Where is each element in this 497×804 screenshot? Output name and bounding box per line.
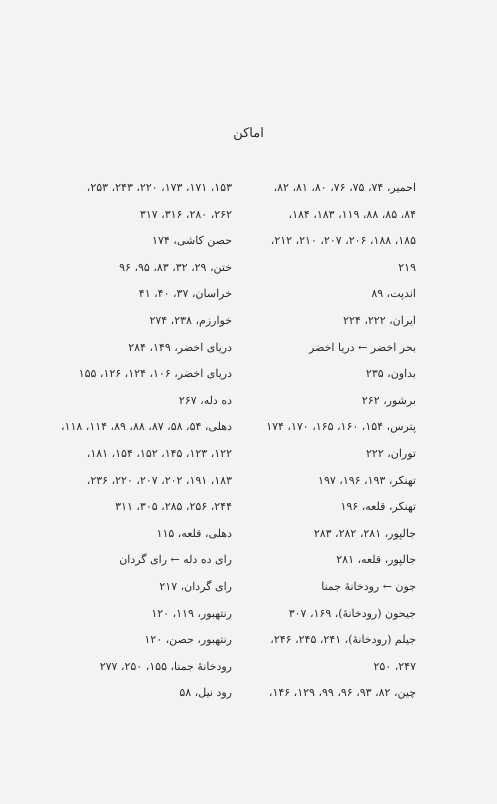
index-entry: دهلی، قلعه، ۱۱۵ [156,526,232,540]
index-entry: جیلم (رودخانهٔ)، ۲۴۱، ۲۴۵، ۲۴۶، [270,633,416,647]
index-entry: ۲۱۹ [398,260,416,274]
index-entry: توران، ۲۲۲ [366,446,416,460]
index-entry: دهلی، ۵۴، ۵۸، ۸۷، ۸۸، ۸۹، ۱۱۴، ۱۱۸، [60,420,232,434]
index-entry: دریای اخضر، ۱۴۹، ۲۸۴ [128,340,232,354]
index-entry: تهنکر، ۱۹۳، ۱۹۶، ۱۹۷ [318,473,416,487]
index-entry: جالپور، قلعه، ۲۸۱ [336,553,416,567]
index-entry: خراسان، ۳۷، ۴۰، ۴۱ [138,287,232,301]
index-entry: ۱۸۳، ۱۹۱، ۲۰۲، ۲۰۷، ۲۲۰، ۲۳۶، [86,473,232,487]
index-entry: ۲۴۷، ۲۵۰ [373,659,416,673]
index-entry: دریای اخضر، ۱۰۶، ۱۲۴، ۱۲۶، ۱۵۵ [78,367,232,381]
page-title: اماكن [233,126,264,141]
index-entry: حصن کاشی، ۱۷۴ [152,234,232,248]
index-entry: ۲۶۲، ۲۸۰، ۳۱۶، ۳۱۷ [139,207,232,221]
index-entry: جون ← رودخانهٔ جمنا [321,579,416,593]
index-entry: خوارزم، ۲۳۸، ۲۷۴ [149,313,232,327]
index-entry: جالپور، ۲۸۱، ۲۸۲، ۲۸۳ [313,526,416,540]
index-entry: ده دله، ۲۶۷ [178,393,232,407]
index-entry: رای گردان، ۲۱۷ [159,579,232,593]
index-entry: احمير، ۷۴، ۷۵، ۷۶، ۸۰، ۸۱، ۸۲، [273,181,416,194]
index-entry: ۲۴۴، ۲۵۶، ۲۸۵، ۳۰۵، ۳۱۱ [115,500,232,514]
index-entry: اندپت، ۸۹ [371,287,416,301]
index-entry: بحر اخضر ← دریا اخضر [309,340,416,354]
index-column-left [61,175,232,707]
index-entry: جیحون (رودخانهٔ)، ۱۶۹، ۳۰۷ [288,606,416,620]
index-entry: ختن، ۲۹، ۳۲، ۸۳، ۹۵، ۹۶ [119,260,232,274]
index-entry: بداون، ۲۳۵ [365,367,416,381]
index-entry: تهنکر، قلعه، ۱۹۶ [340,500,416,514]
index-entry: ۱۵۳، ۱۷۱، ۱۷۳، ۲۲۰، ۲۴۳، ۲۵۳، [86,181,232,194]
index-entry: ۱۲۲، ۱۲۳، ۱۴۵، ۱۵۲، ۱۵۴، ۱۸۱، [86,446,232,460]
index-entry: رنتهبور، ۱۱۹، ۱۲۰ [151,606,232,620]
index-entry: پترس، ۱۵۴، ۱۶۰، ۱۶۵، ۱۷۰، ۱۷۴ [266,420,416,434]
index-entry: ۱۸۵، ۱۸۸، ۲۰۶، ۲۰۷، ۲۱۰، ۲۱۲، [270,234,416,248]
index-entry: رنتهبور، حصن، ۱۲۰ [144,633,232,647]
index-entry: ایران، ۲۲۲، ۲۲۴ [343,313,416,327]
index-entry: رودخانهٔ جمنا، ۱۵۵، ۲۵۰، ۲۷۷ [99,659,232,673]
index-entry: رای ده دله ← رای گردان [119,553,232,567]
index-column-right [266,175,416,707]
index-entry: برشور، ۲۶۲ [361,393,416,407]
index-entry: چین، ۸۲، ۹۳، ۹۶، ۹۹، ۱۲۹، ۱۴۶، [268,686,416,700]
index-entry: ۸۴، ۸۵، ۸۸، ۱۱۹، ۱۸۳، ۱۸۴، [288,207,416,221]
index-entry: رود نیل، ۵۸ [179,686,232,700]
